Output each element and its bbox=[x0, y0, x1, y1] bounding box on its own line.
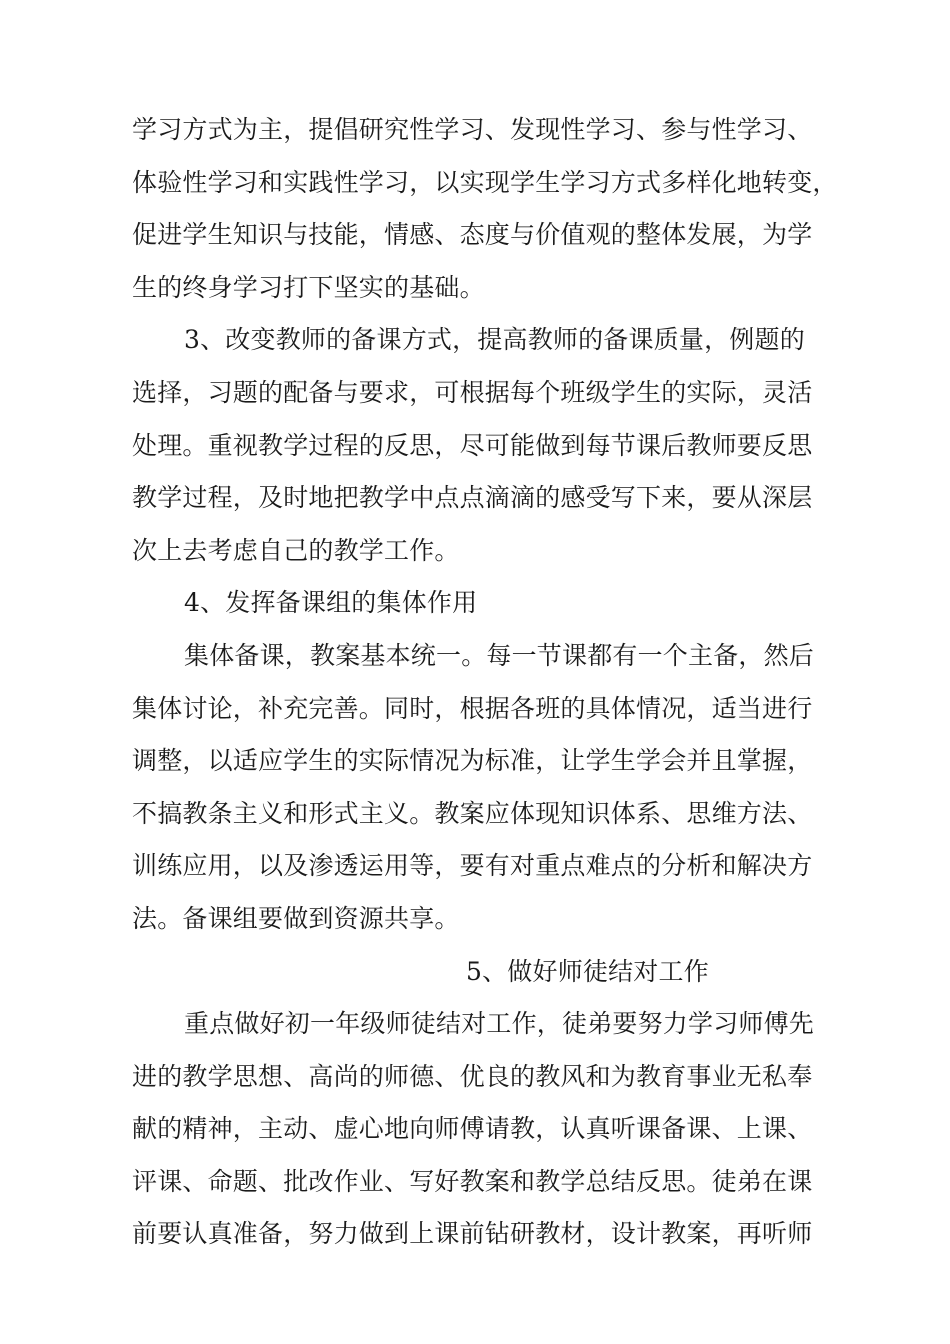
paragraph-line: 处理。重视教学过程的反思，尽可能做到每节课后教师要反思 bbox=[132, 430, 813, 460]
paragraph-line: 法。备课组要做到资源共享。 bbox=[132, 903, 460, 933]
paragraph-line: 学习方式为主，提倡研究性学习、发现性学习、参与性学习、 bbox=[132, 115, 813, 144]
paragraph-line: 体验性学习和实践性学习，以实现学生学习方式多样化地转变， bbox=[132, 167, 838, 197]
section-4-heading: 4、发挥备课组的集体作用 bbox=[184, 588, 478, 618]
paragraph-line: 进的教学思想、高尚的师德、优良的教风和为教育事业无私奉 bbox=[132, 1061, 813, 1091]
paragraph-line: 前要认真准备，努力做到上课前钻研教材，设计教案，再听师 bbox=[132, 1219, 813, 1249]
paragraph-line: 评课、命题、批改作业、写好教案和教学总结反思。徒弟在课 bbox=[132, 1166, 813, 1196]
section-4-first-line: 集体备课，教案基本统一。每一节课都有一个主备，然后 bbox=[184, 640, 815, 670]
paragraph-line: 集体讨论，补充完善。同时，根据各班的具体情况，适当进行 bbox=[132, 693, 813, 723]
paragraph-line: 生的终身学习打下坚实的基础。 bbox=[132, 272, 485, 302]
paragraph-line: 促进学生知识与技能，情感、态度与价值观的整体发展，为学 bbox=[132, 220, 813, 250]
paragraph-line: 教学过程，及时地把教学中点点滴滴的感受写下来，要从深层 bbox=[132, 483, 813, 513]
section-5-first-line: 重点做好初一年级师徒结对工作，徒弟要努力学习师傅先 bbox=[184, 1009, 815, 1039]
paragraph-line: 选择，习题的配备与要求，可根据每个班级学生的实际，灵活 bbox=[132, 377, 813, 407]
paragraph-line: 调整，以适应学生的实际情况为标准，让学生学会并且掌握， bbox=[132, 746, 813, 776]
section-3-first-line: 3、改变教师的备课方式，提高教师的备课质量，例题的 bbox=[184, 325, 805, 355]
paragraph-line: 献的精神，主动、虚心地向师傅请教，认真听课备课、上课、 bbox=[132, 1114, 813, 1144]
paragraph-line: 次上去考虑自己的教学工作。 bbox=[132, 535, 460, 565]
section-5-heading: 5、做好师徒结对工作 bbox=[466, 956, 709, 986]
document-page bbox=[132, 104, 838, 1261]
paragraph-line: 训练应用，以及渗透运用等，要有对重点难点的分析和解决方 bbox=[132, 851, 813, 881]
paragraph-line: 不搞教条主义和形式主义。教案应体现知识体系、思维方法、 bbox=[132, 798, 813, 828]
